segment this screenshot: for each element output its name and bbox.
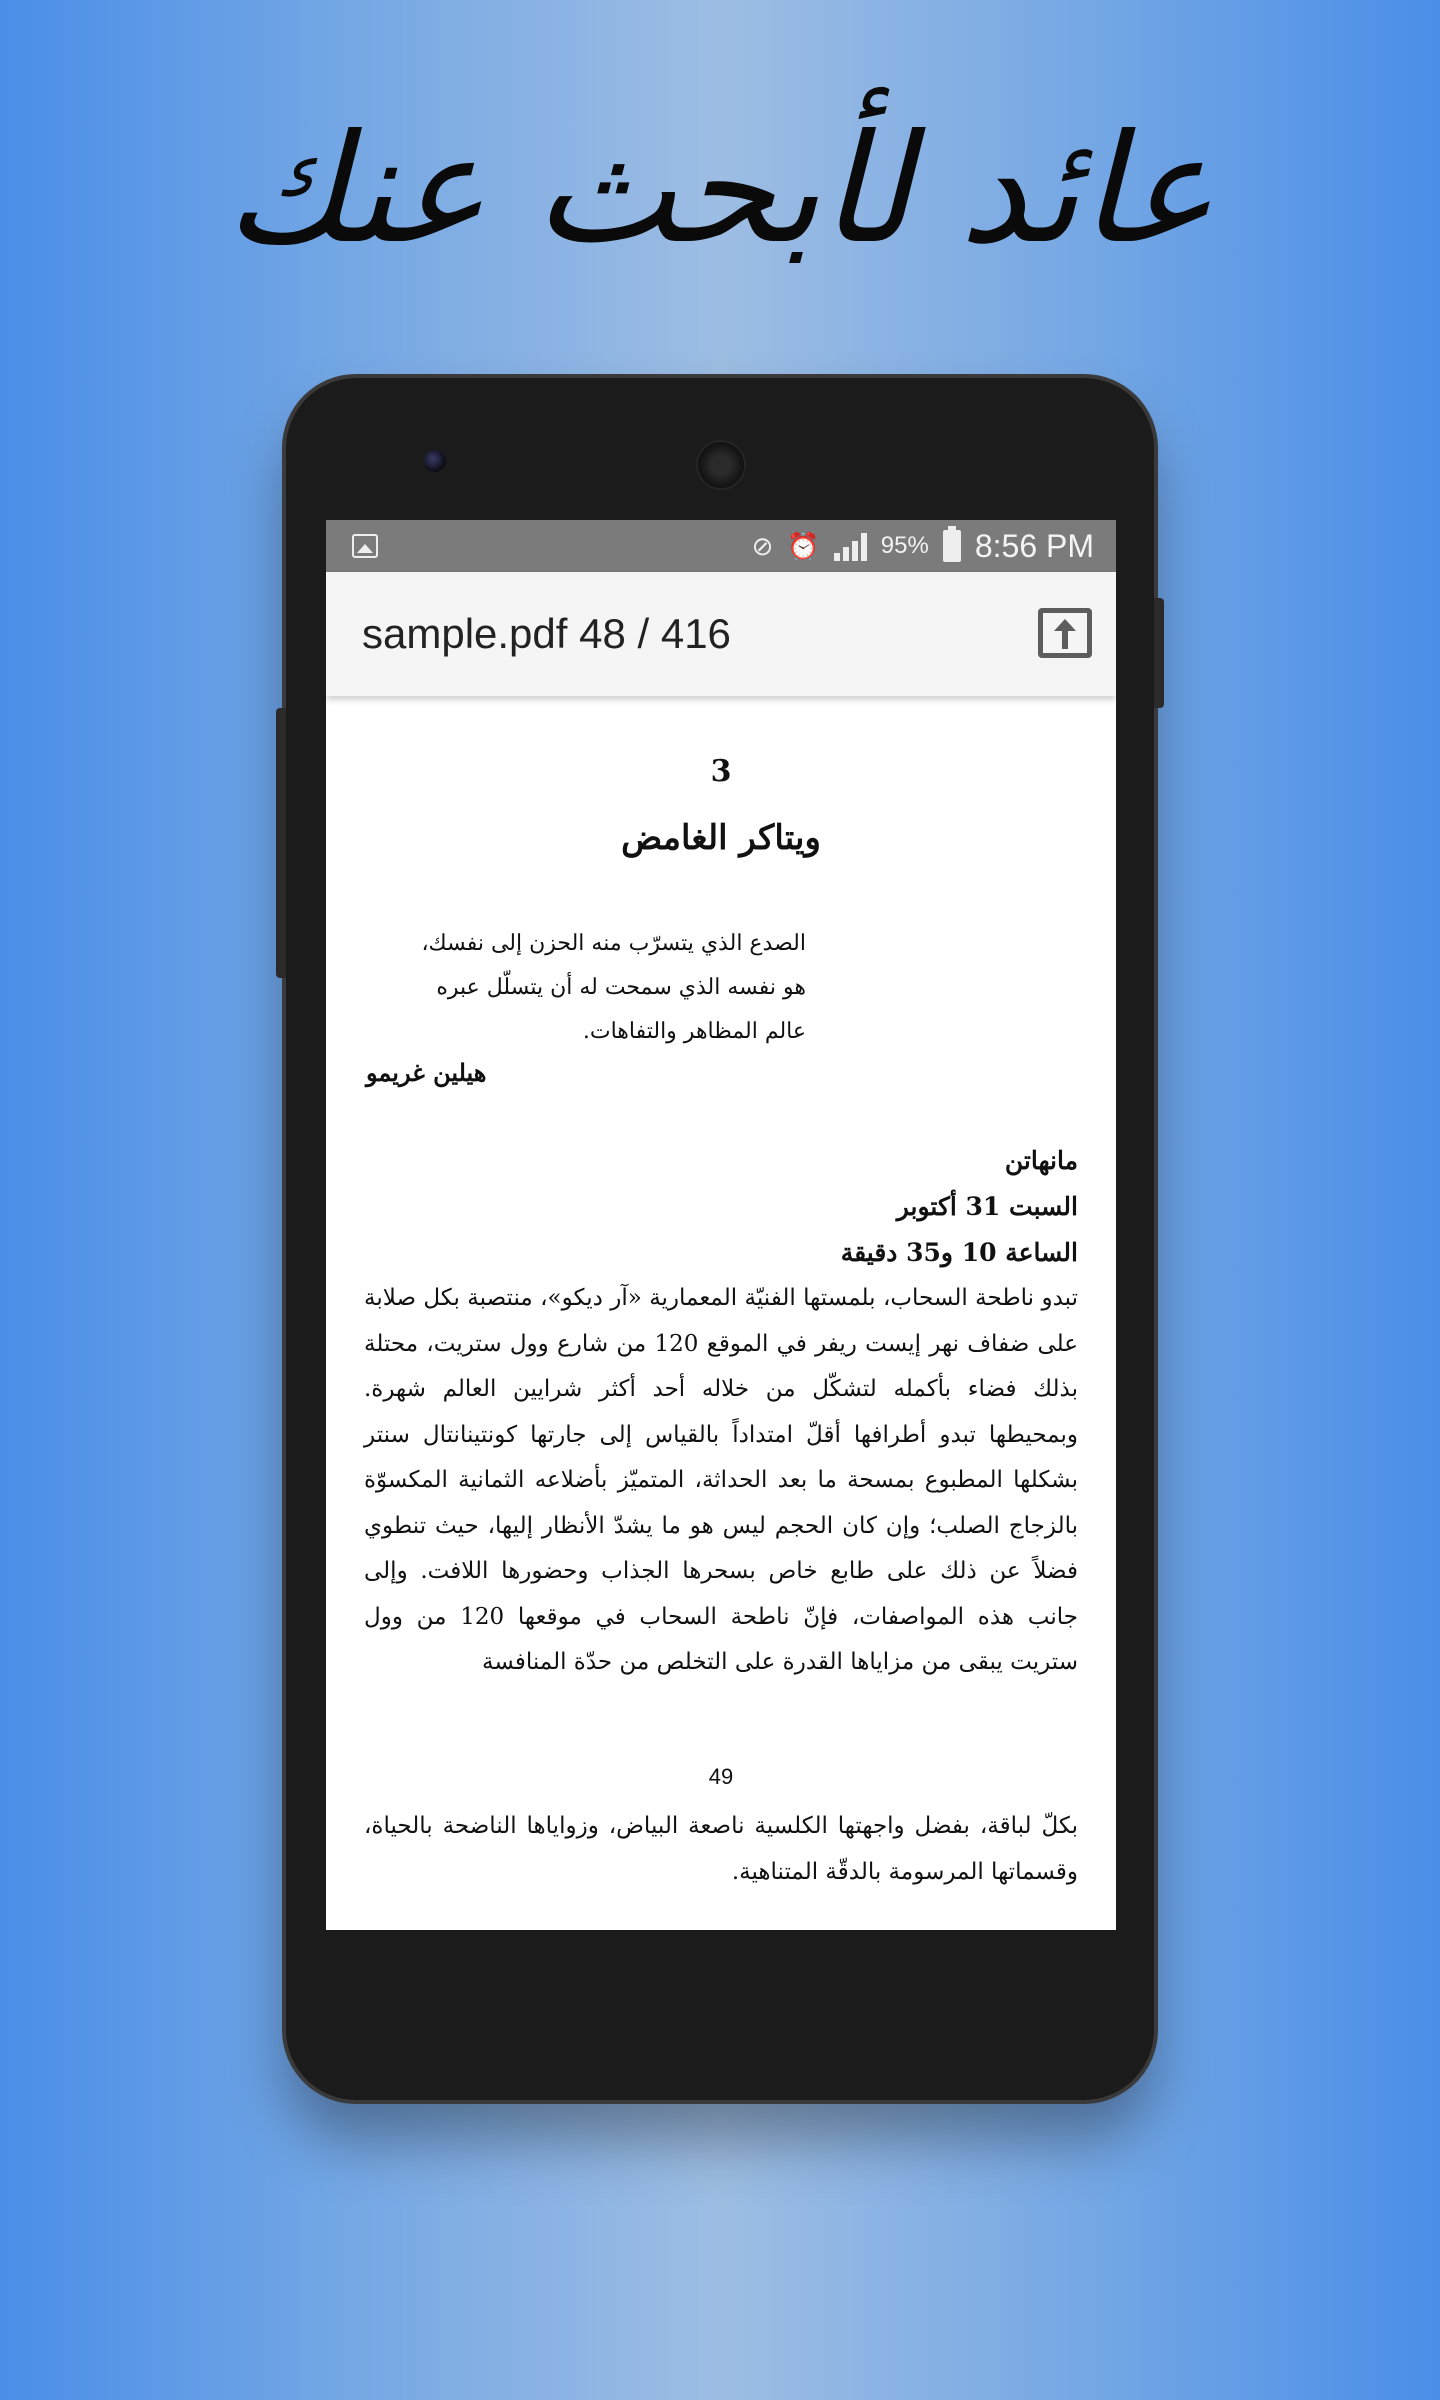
phone-frame xyxy=(286,378,1154,2100)
document-title: sample.pdf 48 / 416 xyxy=(362,610,731,657)
body-paragraph: تبدو ناطحة السحاب، بلمستها الفنيّة المعمارية «آر ديكو»، منتصبة بكل صلابة على ضفاف نهر إيست ريفر في الموقع 120 من شارع وول ستريت، محتلة بذلك فضاء بأكمله لتشكّل من خلاله أحد أكثر شرايين العالم شهرة. وبمحيطها تبدو أطرافها أقلّ امتداداً بالقياس إلى جارتها كونتينانتال سنتر بشكلها المطبوع بمسحة ما بعد الحداثة، المتميّز بأضلاعه الثمانية المكسوّة بالزجاج الصلب؛ وإن كان الحجم ليس هو ما يشدّ الأنظار إليها، حيث تنطوي فضلاً عن ذلك على طابع خاص بسحرها الجذاب وحضورها اللافت. وإلى جانب هذه المواصفات، فإنّ ناطحة السحاب في موقعها 120 من وول ستريت يبقى من مزاياها القدرة على التخلص من حدّة المنافسة xyxy=(364,1285,1078,1675)
power-button xyxy=(1154,598,1164,708)
dateline-time: الساعة 10 و35 دقيقة xyxy=(840,1238,1078,1267)
image-icon xyxy=(352,534,378,558)
alarm-icon: ⏰ xyxy=(787,531,820,561)
dateline-place: مانهاتن xyxy=(1004,1146,1078,1175)
status-right-group xyxy=(752,520,1094,572)
epigraph-line: الصدع الذي يتسرّب منه الحزن إلى نفسك، xyxy=(421,931,806,956)
status-bar xyxy=(326,520,1116,572)
next-page-paragraph: بكلّ لباقة، بفضل واجهتها الكلسية ناصعة البياض، وزواياها الناضحة بالحياة، وقسماتها المرسومة بالدقّة المتناهية. xyxy=(364,1813,1078,1885)
epigraph-line: هو نفسه الذي سمحت له أن يتسلّل عبره xyxy=(436,975,806,1000)
app-toolbar xyxy=(326,572,1116,696)
page-number: 49 xyxy=(708,1764,734,1789)
volume-button xyxy=(276,708,286,978)
phone-screen xyxy=(326,520,1116,1930)
epigraph-author: هيلين غريمو xyxy=(366,1058,487,1087)
battery-charging-icon xyxy=(943,530,961,562)
earpiece-speaker xyxy=(696,440,746,490)
pdf-page[interactable] xyxy=(326,696,1116,1930)
dateline xyxy=(364,1138,1078,1276)
epigraph-line: عالم المظاهر والتفاهات. xyxy=(582,1019,806,1044)
open-in-app-icon[interactable] xyxy=(1038,608,1092,658)
hero-title: عائد لأبحث عنك xyxy=(225,103,1215,277)
chapter-title: ويتاكر الغامض xyxy=(621,818,821,858)
epigraph xyxy=(366,922,806,1054)
status-clock: 8:56 PM xyxy=(974,527,1094,564)
dateline-date: السبت 31 أكتوبر xyxy=(896,1192,1078,1221)
chapter-number: 3 xyxy=(710,754,732,789)
signal-icon xyxy=(834,531,867,561)
mute-vibrate-icon: ⊘ xyxy=(751,531,774,561)
front-camera xyxy=(424,450,446,472)
battery-percentage: 95% xyxy=(880,532,929,559)
